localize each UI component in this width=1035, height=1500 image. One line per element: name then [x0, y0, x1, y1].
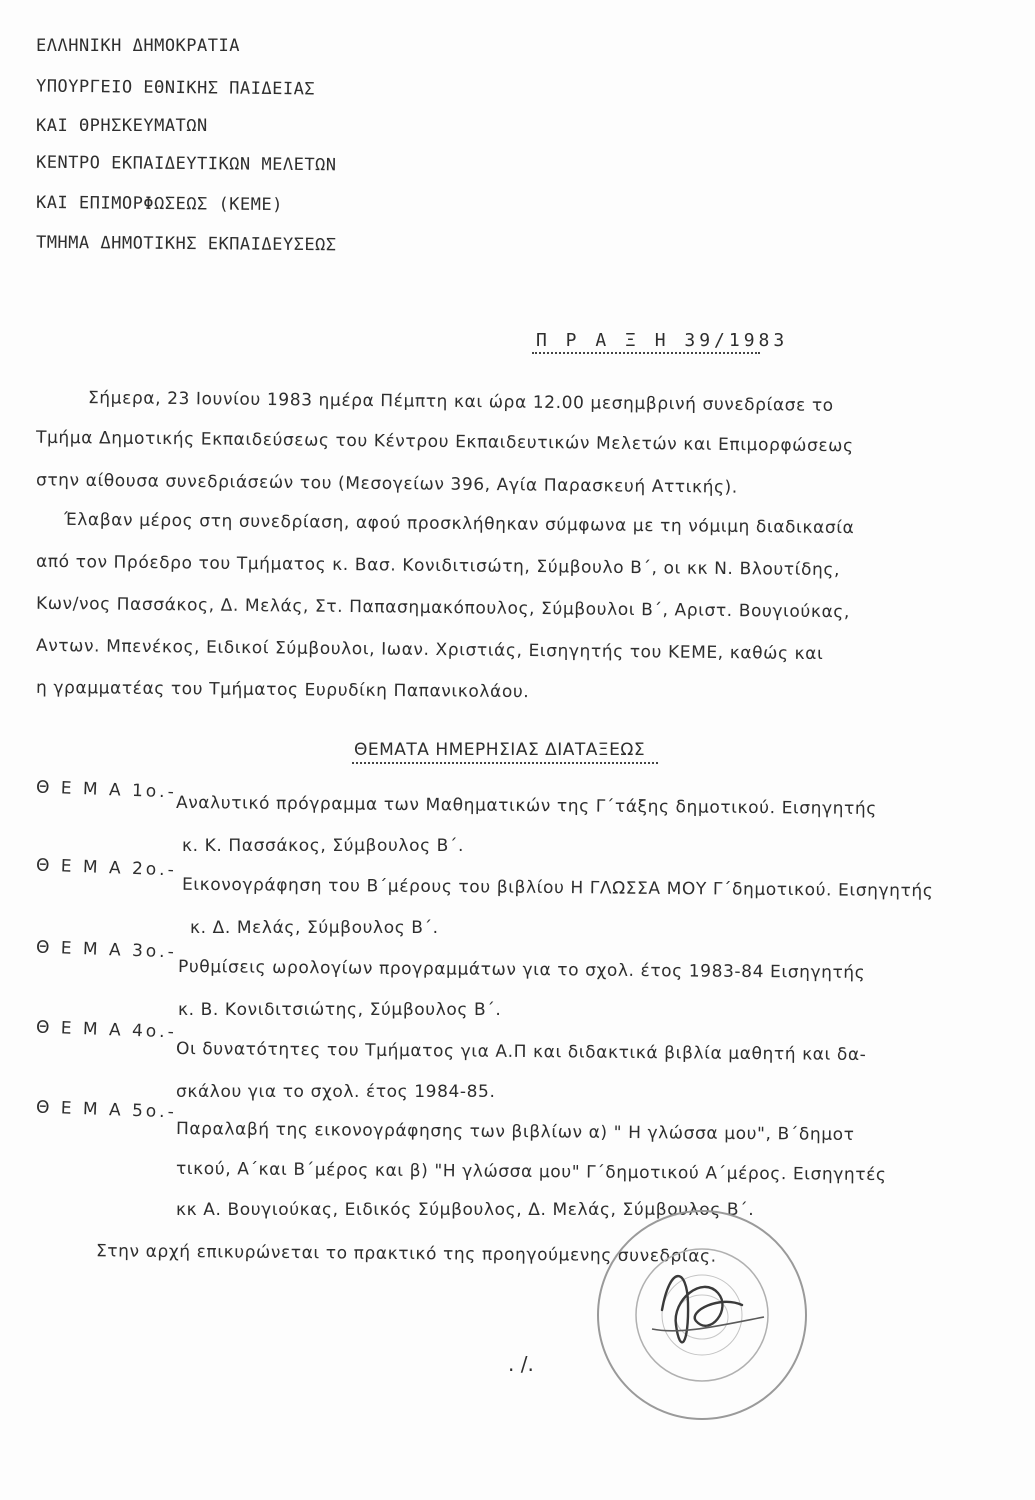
- paragraph-line: Έλαβαν μέρος στη συνεδρίαση, αφού προσκλήθηκαν σύμφωνα με τη νόμιμη διαδικασία: [63, 509, 855, 539]
- header-line: ΥΠΟΥΡΓΕΙΟ ΕΘΝΙΚΗΣ ΠΑΙΔΕΙΑΣ: [35, 76, 316, 100]
- theme-line: κ. Κ. Πασσάκος, Σύμβουλος Β΄.: [182, 836, 465, 856]
- theme-line: τικού, Α΄και Β΄μέρος και β) "Η γλώσσα μου" Γ΄δημοτικού Α΄μέρος. Εισηγητές: [175, 1158, 887, 1186]
- title-underline: [532, 352, 760, 354]
- closing-line: Στην αρχή επικυρώνεται το πρακτικό της προηγούμενης συνεδρίας.: [95, 1241, 717, 1267]
- paragraph-line: Σήμερα, 23 Ιουνίου 1983 ημέρα Πέμπτη και ώρα 12.00 μεσημβρινή συνεδρίασε το: [87, 388, 834, 416]
- theme-line: Οι δυνατότητες του Τμήματος για Α.Π και διδακτικά βιβλία μαθητή και δα-: [175, 1038, 867, 1066]
- theme-line: Παραλαβή της εικονογράφησης των βιβλίων α) " Η γλώσσα μου", Β΄δημοτ: [175, 1119, 855, 1145]
- paragraph-line: Κων/νος Πασσάκος, Δ. Μελάς, Στ. Παπασημακόπουλος, Σύμβουλοι Β΄, Αριστ. Βουγιούκας,: [35, 593, 851, 623]
- theme-line: κκ Α. Βουγιούκας, Ειδικός Σύμβουλος, Δ. Μελάς, Σύμβουλος Β΄.: [176, 1200, 755, 1220]
- agenda-underline: [352, 762, 658, 764]
- paragraph-line: η γραμματέας του Τμήματος Ευρυδίκη Παπανικολάου.: [35, 677, 530, 703]
- paragraph-line: Αντων. Μπενέκος, Ειδικοί Σύμβουλοι, Ιωαν. Χριστιάς, Εισηγητής του ΚΕΜΕ, καθώς και: [35, 635, 824, 665]
- header-line: ΚΑΙ ΘΡΗΣΚΕΥΜΑΤΩΝ: [36, 116, 208, 136]
- agenda-heading: ΘΕΜΑΤΑ ΗΜΕΡΗΣΙΑΣ ΔΙΑΤΑΞΕΩΣ: [354, 740, 646, 760]
- theme-label: Θ Ε Μ Α 2ο.-: [35, 855, 178, 881]
- theme-line: Εικονογράφηση του Β΄μέρους του βιβλίου Η ΓΛΩΣΣΑ ΜΟΥ Γ΄δημοτικού. Εισηγητής: [181, 874, 934, 902]
- header-line: ΕΛΛΗΝΙΚΗ ΔΗΜΟΚΡΑΤΙΑ: [36, 36, 240, 56]
- header-line: ΚΑΙ ΕΠΙΜΟΡΦΩΣΕΩΣ (ΚΕΜΕ): [35, 192, 283, 216]
- theme-line: Αναλυτικό πρόγραμμα των Μαθηματικών της Γ΄τάξης δημοτικού. Εισηγητής: [175, 792, 877, 820]
- theme-label: Θ Ε Μ Α 1ο.-: [35, 777, 178, 803]
- theme-label: Θ Ε Μ Α 4ο.-: [35, 1017, 178, 1043]
- theme-line: κ. Β. Κονιδιτσιώτης, Σύμβουλος Β΄.: [178, 1000, 502, 1020]
- theme-line: κ. Δ. Μελάς, Σύμβουλος Β΄.: [190, 918, 439, 938]
- official-seal: [592, 1205, 812, 1425]
- document-title: Π Ρ Α Ξ Η 39/1983: [536, 330, 789, 351]
- paragraph-line: από τον Πρόεδρο του Τμήματος κ. Βασ. Κονιδιτισώτη, Σύμβουλο Β΄, οι κκ Ν. Βλουτίδης,: [35, 551, 841, 581]
- header-line: ΤΜΗΜΑ ΔΗΜΟΤΙΚΗΣ ΕΚΠΑΙΔΕΥΣΕΩΣ: [35, 232, 337, 256]
- theme-line: σκάλου για το σχολ. έτος 1984-85.: [176, 1082, 496, 1102]
- theme-label: Θ Ε Μ Α 5ο.-: [35, 1097, 178, 1123]
- paragraph-line: Τμήμα Δημοτικής Εκπαιδεύσεως του Κέντρου Εκπαιδευτικών Μελετών και Επιμορφώσεως: [35, 427, 854, 457]
- header-line: ΚΕΝΤΡΟ ΕΚΠΑΙΔΕΥΤΙΚΩΝ ΜΕΛΕΤΩΝ: [35, 152, 337, 176]
- theme-label: Θ Ε Μ Α 3ο.-: [35, 937, 178, 963]
- paragraph-line: στην αίθουσα συνεδριάσεών του (Μεσογείων 396, Αγία Παρασκευή Αττικής).: [35, 470, 738, 498]
- page-continuation-marker: . /.: [508, 1352, 534, 1376]
- theme-line: Ρυθμίσεις ωρολογίων προγραμμάτων για το σχολ. έτος 1983-84 Εισηγητής: [177, 957, 866, 983]
